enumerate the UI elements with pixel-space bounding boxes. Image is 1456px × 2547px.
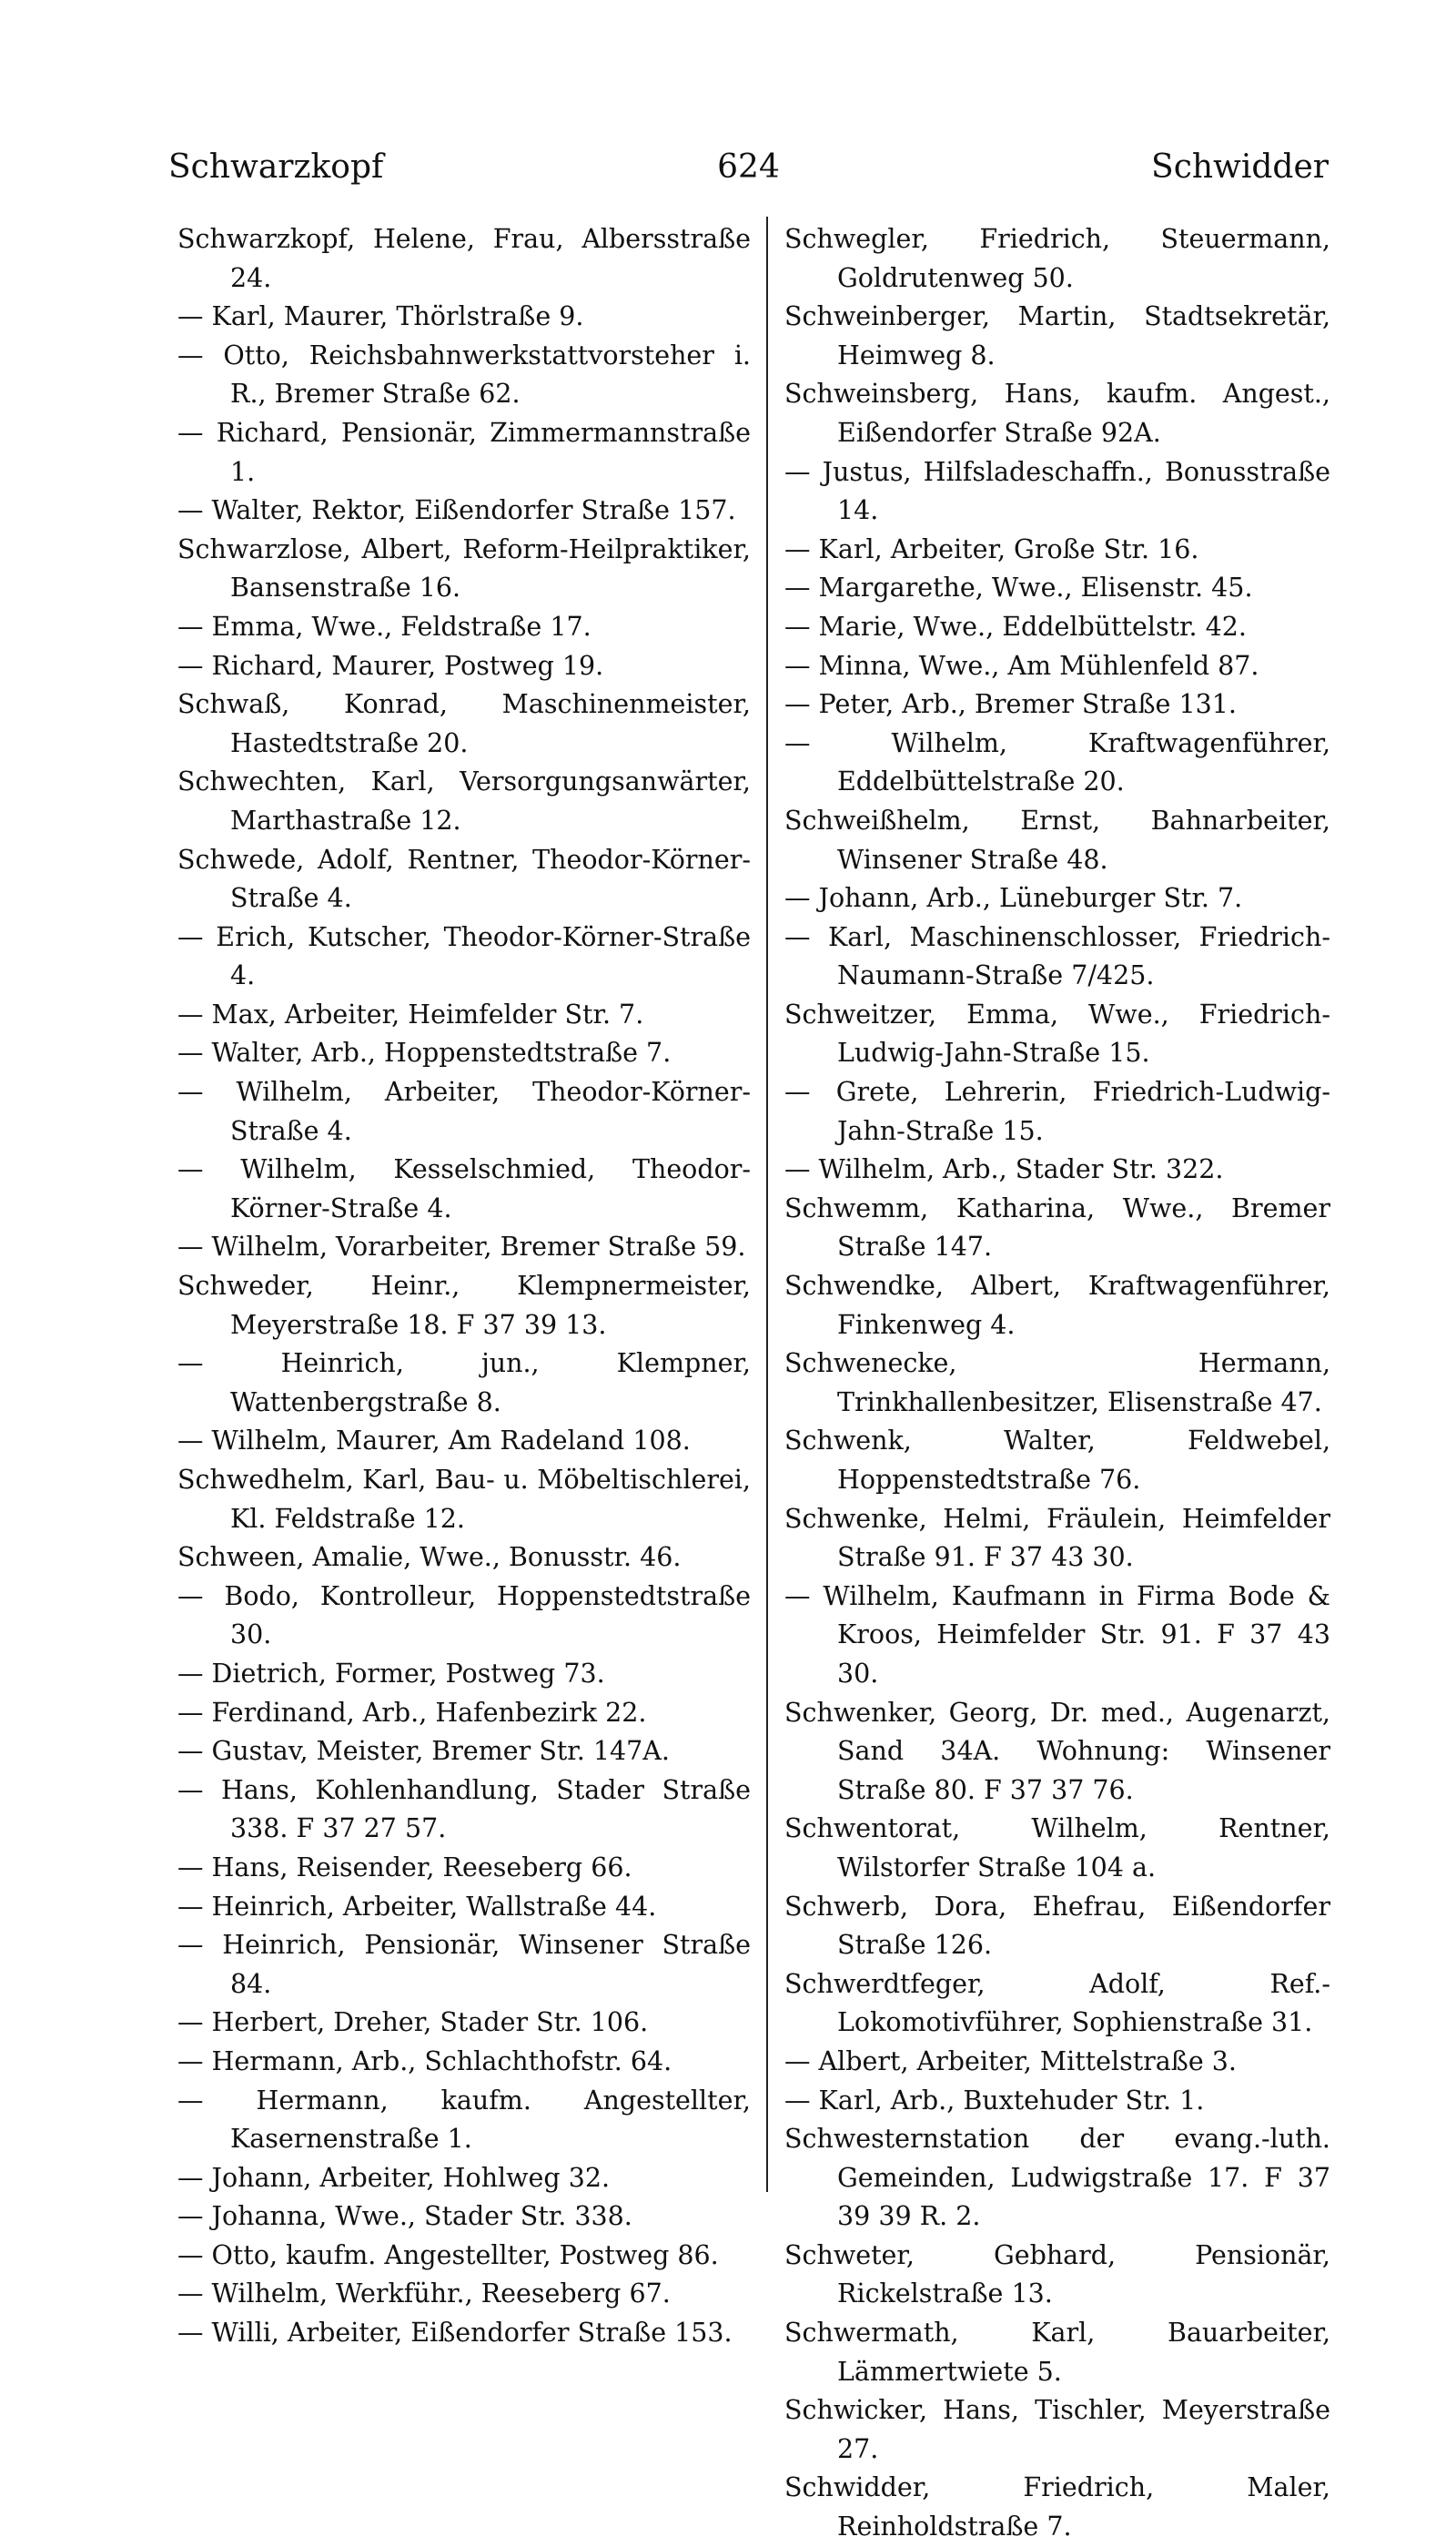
directory-entry: Schwidder, Friedrich, Maler, Reinholdstraße 7. [784, 2472, 1330, 2542]
directory-entry: Schweter, Gebhard, Pensionär, Rickelstraße 13. [784, 2239, 1330, 2309]
directory-entry: Schwendke, Albert, Kraftwagenführer, Finkenweg 4. [784, 1271, 1330, 1340]
directory-entry: — Hermann, Arb., Schlachthofstr. 64. [177, 2045, 672, 2076]
directory-entry: — Walter, Rektor, Eißendorfer Straße 157. [177, 495, 736, 526]
directory-entry: Schwenke, Helmi, Fräulein, Heimfelder Straße 91. F 37 43 30. [784, 1503, 1330, 1573]
directory-entry: — Minna, Wwe., Am Mühlenfeld 87. [784, 650, 1259, 681]
directory-entry: Schwaß, Konrad, Maschinenmeister, Hastedtstraße 20. [177, 689, 751, 758]
directory-entry: — Margarethe, Wwe., Elisenstr. 45. [784, 573, 1253, 604]
directory-entry: — Karl, Arb., Buxtehuder Str. 1. [784, 2085, 1205, 2116]
directory-entry: Schwerb, Dora, Ehefrau, Eißendorfer Straße 126. [784, 1891, 1330, 1961]
directory-entry: Schweinsberg, Hans, kaufm. Angest., Eißendorfer Straße 92A. [784, 379, 1330, 448]
directory-entry: — Willi, Arbeiter, Eißendorfer Straße 153. [177, 2318, 733, 2349]
directory-entry: — Albert, Arbeiter, Mittelstraße 3. [784, 2045, 1237, 2076]
directory-entry: Schwenecke, Hermann, Trinkhallenbesitzer, Elisenstraße 47. [784, 1348, 1330, 1417]
directory-entry: Schwegler, Friedrich, Steuermann, Goldrutenweg 50. [784, 224, 1330, 293]
directory-entry: Schweinberger, Martin, Stadtsekretär, Heimweg 8. [784, 301, 1330, 370]
directory-entry: — Karl, Maurer, Thörlstraße 9. [177, 301, 584, 332]
directory-entry: — Otto, Reichsbahnwerkstattvorsteher i. R., Bremer Straße 62. [177, 340, 751, 410]
directory-entry: — Wilhelm, Maurer, Am Radeland 108. [177, 1426, 691, 1456]
directory-entry: — Herbert, Dreher, Stader Str. 106. [177, 2007, 649, 2038]
directory-entry: Schwarzlose, Albert, Reform-Heilpraktiker, Bansenstraße 16. [177, 533, 751, 604]
directory-entry: Schwechten, Karl, Versorgungsanwärter, Marthastraße 12. [177, 766, 751, 836]
directory-entry: — Karl, Maschinenschlosser, Friedrich-Naumann-Straße 7/425. [784, 921, 1330, 991]
directory-entry: — Grete, Lehrerin, Friedrich-Ludwig-Jahn-Straße 15. [784, 1077, 1330, 1146]
directory-entry: Schween, Amalie, Wwe., Bonusstr. 46. [177, 1542, 682, 1573]
directory-entry: — Hans, Reisender, Reeseberg 66. [177, 1852, 632, 1882]
left-column [177, 220, 751, 2353]
directory-entry: — Heinrich, Pensionär, Winsener Straße 84. [177, 1930, 751, 1999]
page-number: 624 [717, 148, 780, 186]
directory-entry: — Heinrich, Arbeiter, Wallstraße 44. [177, 1891, 657, 1922]
directory-entry: — Wilhelm, Vorarbeiter, Bremer Straße 59. [177, 1232, 746, 1263]
directory-entry: Schweitzer, Emma, Wwe., Friedrich-Ludwig-Jahn-Straße 15. [784, 999, 1330, 1069]
directory-entry: — Johann, Arbeiter, Hohlweg 32. [177, 2162, 611, 2193]
directory-entry: Schwede, Adolf, Rentner, Theodor-Körner-Straße 4. [177, 844, 751, 914]
directory-entry: — Wilhelm, Kaufmann in Firma Bode & Kroos, Heimfelder Str. 91. F 37 43 30. [784, 1580, 1330, 1689]
directory-entry: Schwentorat, Wilhelm, Rentner, Wilstorfer Straße 104 a. [784, 1813, 1330, 1882]
directory-entry: — Gustav, Meister, Bremer Str. 147A. [177, 1736, 670, 1767]
directory-entry: — Max, Arbeiter, Heimfelder Str. 7. [177, 999, 644, 1030]
directory-entry: — Richard, Pensionär, Zimmermannstraße 1. [177, 417, 751, 487]
column-divider [766, 217, 768, 2192]
directory-entry: — Wilhelm, Kesselschmied, Theodor-Körner-Straße 4. [177, 1154, 751, 1223]
directory-entry: — Karl, Arbeiter, Große Str. 16. [784, 533, 1199, 564]
directory-entry: Schwenk, Walter, Feldwebel, Hoppenstedtstraße 76. [784, 1426, 1330, 1495]
directory-entry: Schweißhelm, Ernst, Bahnarbeiter, Winsener Straße 48. [784, 805, 1330, 875]
directory-entry: Schwenker, Georg, Dr. med., Augenarzt, Sand 34A. Wohnung: Winsener Straße 80. F 37 37 76. [784, 1697, 1330, 1805]
directory-entry: Schwicker, Hans, Tischler, Meyerstraße 27. [784, 2395, 1330, 2464]
directory-entry: — Erich, Kutscher, Theodor-Körner-Straße 4. [177, 921, 751, 991]
directory-entry: Schwermath, Karl, Bauarbeiter, Lämmertwiete 5. [784, 2318, 1330, 2387]
directory-entry: — Otto, kaufm. Angestellter, Postweg 86. [177, 2239, 719, 2270]
running-header [168, 147, 1329, 191]
directory-entry: — Wilhelm, Werkführ., Reeseberg 67. [177, 2278, 671, 2309]
directory-entry: — Johann, Arb., Lüneburger Str. 7. [784, 883, 1243, 914]
directory-entry: — Bodo, Kontrolleur, Hoppenstedtstraße 30. [177, 1580, 751, 1650]
directory-entry: — Johanna, Wwe., Stader Str. 338. [177, 2201, 632, 2232]
directory-entry: — Wilhelm, Arb., Stader Str. 322. [784, 1154, 1224, 1185]
directory-entry: — Walter, Arb., Hoppenstedtstraße 7. [177, 1038, 672, 1069]
right-column [784, 220, 1330, 2547]
directory-entry: — Emma, Wwe., Feldstraße 17. [177, 611, 592, 642]
directory-entry: — Ferdinand, Arb., Hafenbezirk 22. [177, 1697, 647, 1728]
directory-entry: — Hermann, kaufm. Angestellter, Kasernenstraße 1. [177, 2085, 751, 2155]
header-right-catchword: Schwidder [1151, 148, 1329, 186]
directory-entry: Schwesternstation der evang.-luth. Gemeinden, Ludwigstraße 17. F 37 39 39 R. 2. [784, 2124, 1330, 2232]
directory-entry: — Hans, Kohlenhandlung, Stader Straße 338. F 37 27 57. [177, 1774, 751, 1844]
header-left-catchword: Schwarzkopf [168, 148, 384, 186]
directory-entry: Schwemm, Katharina, Wwe., Bremer Straße 147. [784, 1192, 1330, 1263]
directory-entry: Schwedhelm, Karl, Bau- u. Möbeltischlerei, Kl. Feldstraße 12. [177, 1465, 751, 1534]
directory-entry: Schwarzkopf, Helene, Frau, Albersstraße 24. [177, 224, 751, 293]
directory-entry: — Wilhelm, Arbeiter, Theodor-Körner-Straße 4. [177, 1077, 751, 1146]
directory-entry: — Richard, Maurer, Postweg 19. [177, 650, 604, 681]
directory-entry: — Peter, Arb., Bremer Straße 131. [784, 689, 1237, 720]
directory-entry: — Wilhelm, Kraftwagenführer, Eddelbüttelstraße 20. [784, 727, 1330, 797]
directory-entry: — Heinrich, jun., Klempner, Wattenbergstraße 8. [177, 1348, 751, 1417]
directory-entry: — Marie, Wwe., Eddelbüttelstr. 42. [784, 611, 1247, 642]
directory-entry: Schweder, Heinr., Klempnermeister, Meyerstraße 18. F 37 39 13. [177, 1271, 751, 1340]
directory-entry: — Justus, Hilfsladeschaffn., Bonusstraße 14. [784, 456, 1330, 526]
directory-entry: — Dietrich, Former, Postweg 73. [177, 1658, 605, 1689]
directory-entry: Schwerdtfeger, Adolf, Ref.-Lokomotivführer, Sophienstraße 31. [784, 1968, 1330, 2038]
